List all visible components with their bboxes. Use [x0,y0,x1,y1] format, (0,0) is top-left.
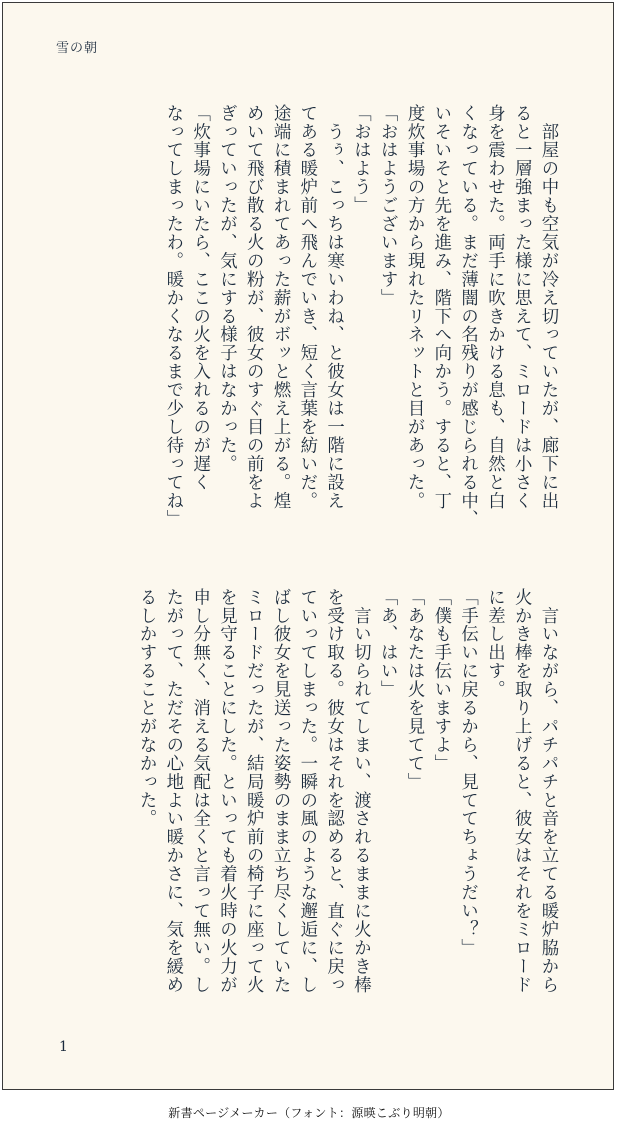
text-line: なってしまったわ。暖かくなるまで少し待ってね」 [162,104,183,529]
text-line: 身を震わせた。両手に吹きかける息も、自然と白 [484,104,505,510]
text-line: 「おはよう」 [350,104,371,215]
text-line: ると一層強まった様に思えて、ミロードは小さく [511,104,532,510]
text-line: 「炊事場にいたら、ここの火を入れるのが遅く [189,104,210,492]
text-line: るしかすることがなかった。 [136,588,157,828]
text-line: 「あ、はい」 [377,588,398,699]
page-number: 1 [59,1039,68,1055]
book-page [2,2,614,1090]
text-line: 度炊事場の方から現れたリネットと目があった。 [404,104,425,510]
text-line: を見守ることにした。といっても着火時の火力が [216,588,237,994]
text-line: いそいそと先を進み、階下へ向かう。すると、丁 [430,104,451,510]
text-line: に差し出す。 [484,588,505,699]
running-header: 雪の朝 [56,41,99,56]
text-line: 言い切られてしまい、渡されるままに火かき棒 [350,588,371,994]
text-line: 「おはようございます」 [377,104,398,307]
text-line: めいて飛び散る火の粉が、彼女のすぐ目の前をよ [243,104,264,510]
text-column-lower [53,588,561,1028]
text-line: を受け取る。彼女はそれを認めると、直ぐに戻っ [323,588,344,994]
text-line: たがって、ただその心地よい暖かさに、気を緩め [162,588,183,994]
text-line: ミロードだったが、結局暖炉前の椅子に座って火 [243,588,264,994]
text-line: 「あなたは火を見てて」 [404,588,425,791]
text-line: 途端に積まれてあった薪がボッと燃え上がる。煌 [270,104,291,510]
text-line: 「手伝いに戻るから、見ててちょうだい？」 [457,588,478,957]
text-line: くなっている。まだ薄闇の名残りが感じられる中、 [457,104,478,529]
text-line: 申し分無く、消える気配は全くと言って無い。し [189,588,210,994]
text-line: ていってしまった。一瞬の風のような邂逅に、し [296,588,317,994]
text-line: てある暖炉前へ飛んでいき、短く言葉を紡いだ。 [296,104,317,510]
text-column-upper [53,104,561,544]
text-line: うぅ、こっちは寒いわね、と彼女は一階に設え [323,104,344,510]
text-line: ぎっていったが、気にする様子はなかった。 [216,104,237,473]
text-line: 火かき棒を取り上げると、彼女はそれをミロード [511,588,532,994]
text-line: 部屋の中も空気が冷え切っていたが、廊下に出 [538,104,558,510]
text-line: ばし彼女を見送った姿勢のまま立ち尽くしていた [270,588,291,994]
text-line: 言いながら、パチパチと音を立てる暖炉脇から [538,588,558,994]
footer-caption: 新書ページメーカー（フォント：源暎こぶり明朝） [168,1106,450,1120]
text-line: 「僕も手伝いますよ」 [430,588,451,773]
